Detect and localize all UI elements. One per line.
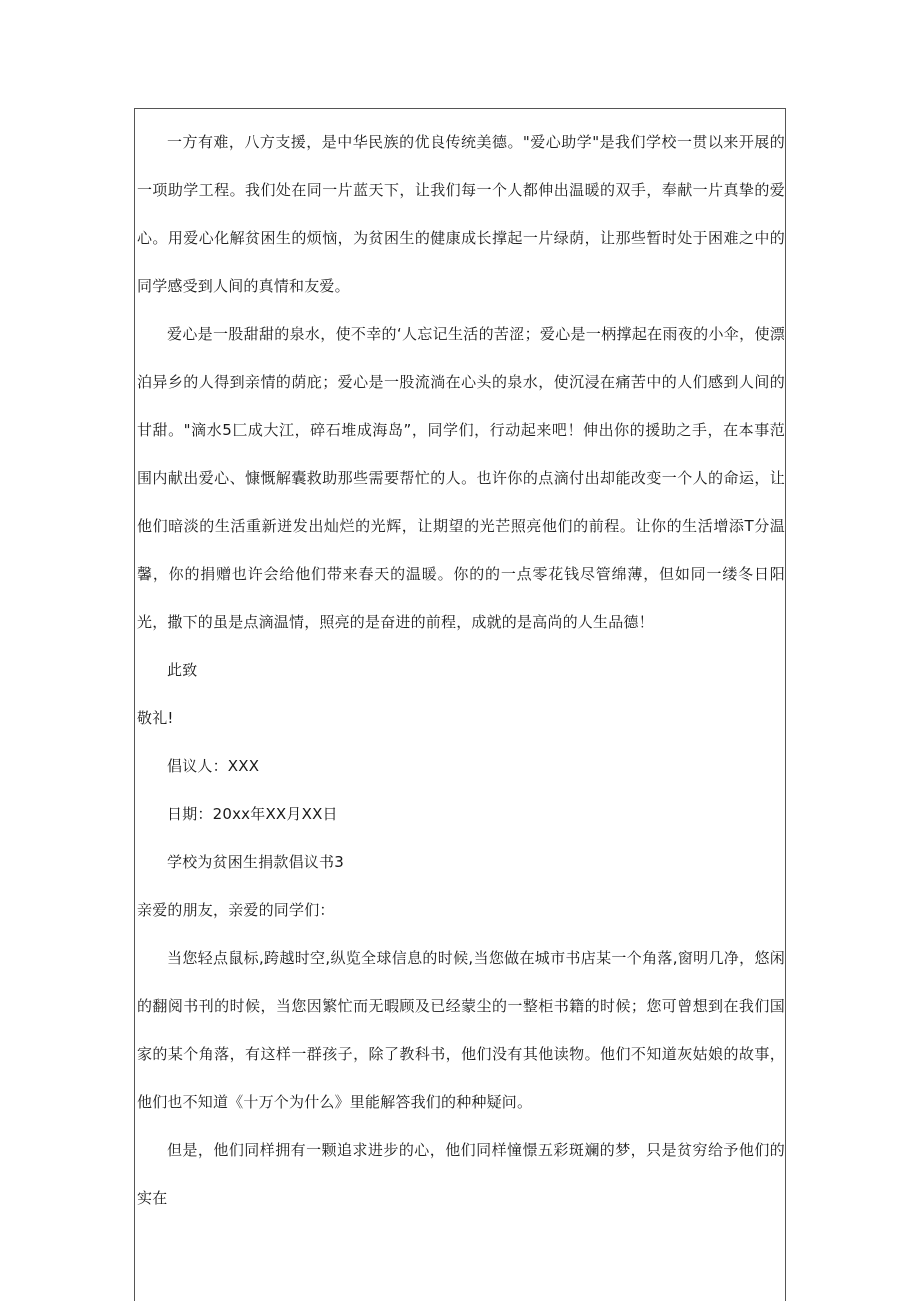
paragraph-4: 但是，他们同样拥有一颗追求进步的心，他们同样憧憬五彩斑斓的梦，只是贫穷给予他们的实在 bbox=[137, 1141, 785, 1207]
section-title: 学校为贫困生捐款倡议书3 bbox=[167, 853, 344, 871]
date-text: 日期：20xx年XX月XX日 bbox=[167, 805, 338, 823]
paragraph-1: 一方有难，八方支援，是中华民族的优良传统美德。"爱心助学"是我们学校一贯以来开展的一项助学工程。我们处在同一片蓝天下，让我们每一个人都伸出温暖的双手，奉献一片真挚的爱心。用爱心化解贫困生的烦恼，为贫困生的健康成长撑起一片绿荫，让那些暂时处于困难之中的同学感受到人间的真情和友爱。 bbox=[137, 133, 785, 295]
document-body bbox=[137, 118, 785, 1222]
closing-text: 此致 bbox=[167, 661, 198, 679]
greeting-text: 亲爱的朋友，亲爱的同学们： bbox=[137, 901, 335, 919]
proposer-text: 倡议人：XXX bbox=[167, 757, 260, 775]
salute-text: 敬礼! bbox=[137, 709, 174, 727]
paragraph-3: 当您轻点鼠标,跨越时空,纵览全球信息的时候,当您做在城市书店某一个角落,窗明几净，悠闲的翻阅书刊的时候，当您因繁忙而无暇顾及已经蒙尘的一整柜书籍的时候；您可曾想到在我们国家的某个角落，有这样一群孩子，除了教科书，他们没有其他读物。他们不知道灰姑娘的故事，他们也不知道《十万个为什么》里能解答我们的种种疑问。 bbox=[137, 949, 785, 1111]
paragraph-2: 爱心是一股甜甜的泉水，使不幸的‘人忘记生活的苦涩；爱心是一柄撑起在雨夜的小伞，使漂泊异乡的人得到亲情的荫庇；爱心是一股流淌在心头的泉水，使沉浸在痛苦中的人们感到人间的甘甜。"滴水5匚成大江，碎石堆成海岛”，同学们，行动起来吧！伸出你的援助之手，在本事范围内献出爱心、慷慨解囊救助那些需要帮忙的人。也许你的点滴付出却能改变一个人的命运，让他们暗淡的生活重新迸发出灿烂的光辉，让期望的光芒照亮他们的前程。让你的生活增添T分温馨，你的捐赠也许会给他们带来春天的温暖。你的的一点零花钱尽管绵薄，但如同一缕冬日阳光，撒下的虽是点滴温情，照亮的是奋进的前程，成就的是高尚的人生品德！ bbox=[137, 325, 785, 631]
